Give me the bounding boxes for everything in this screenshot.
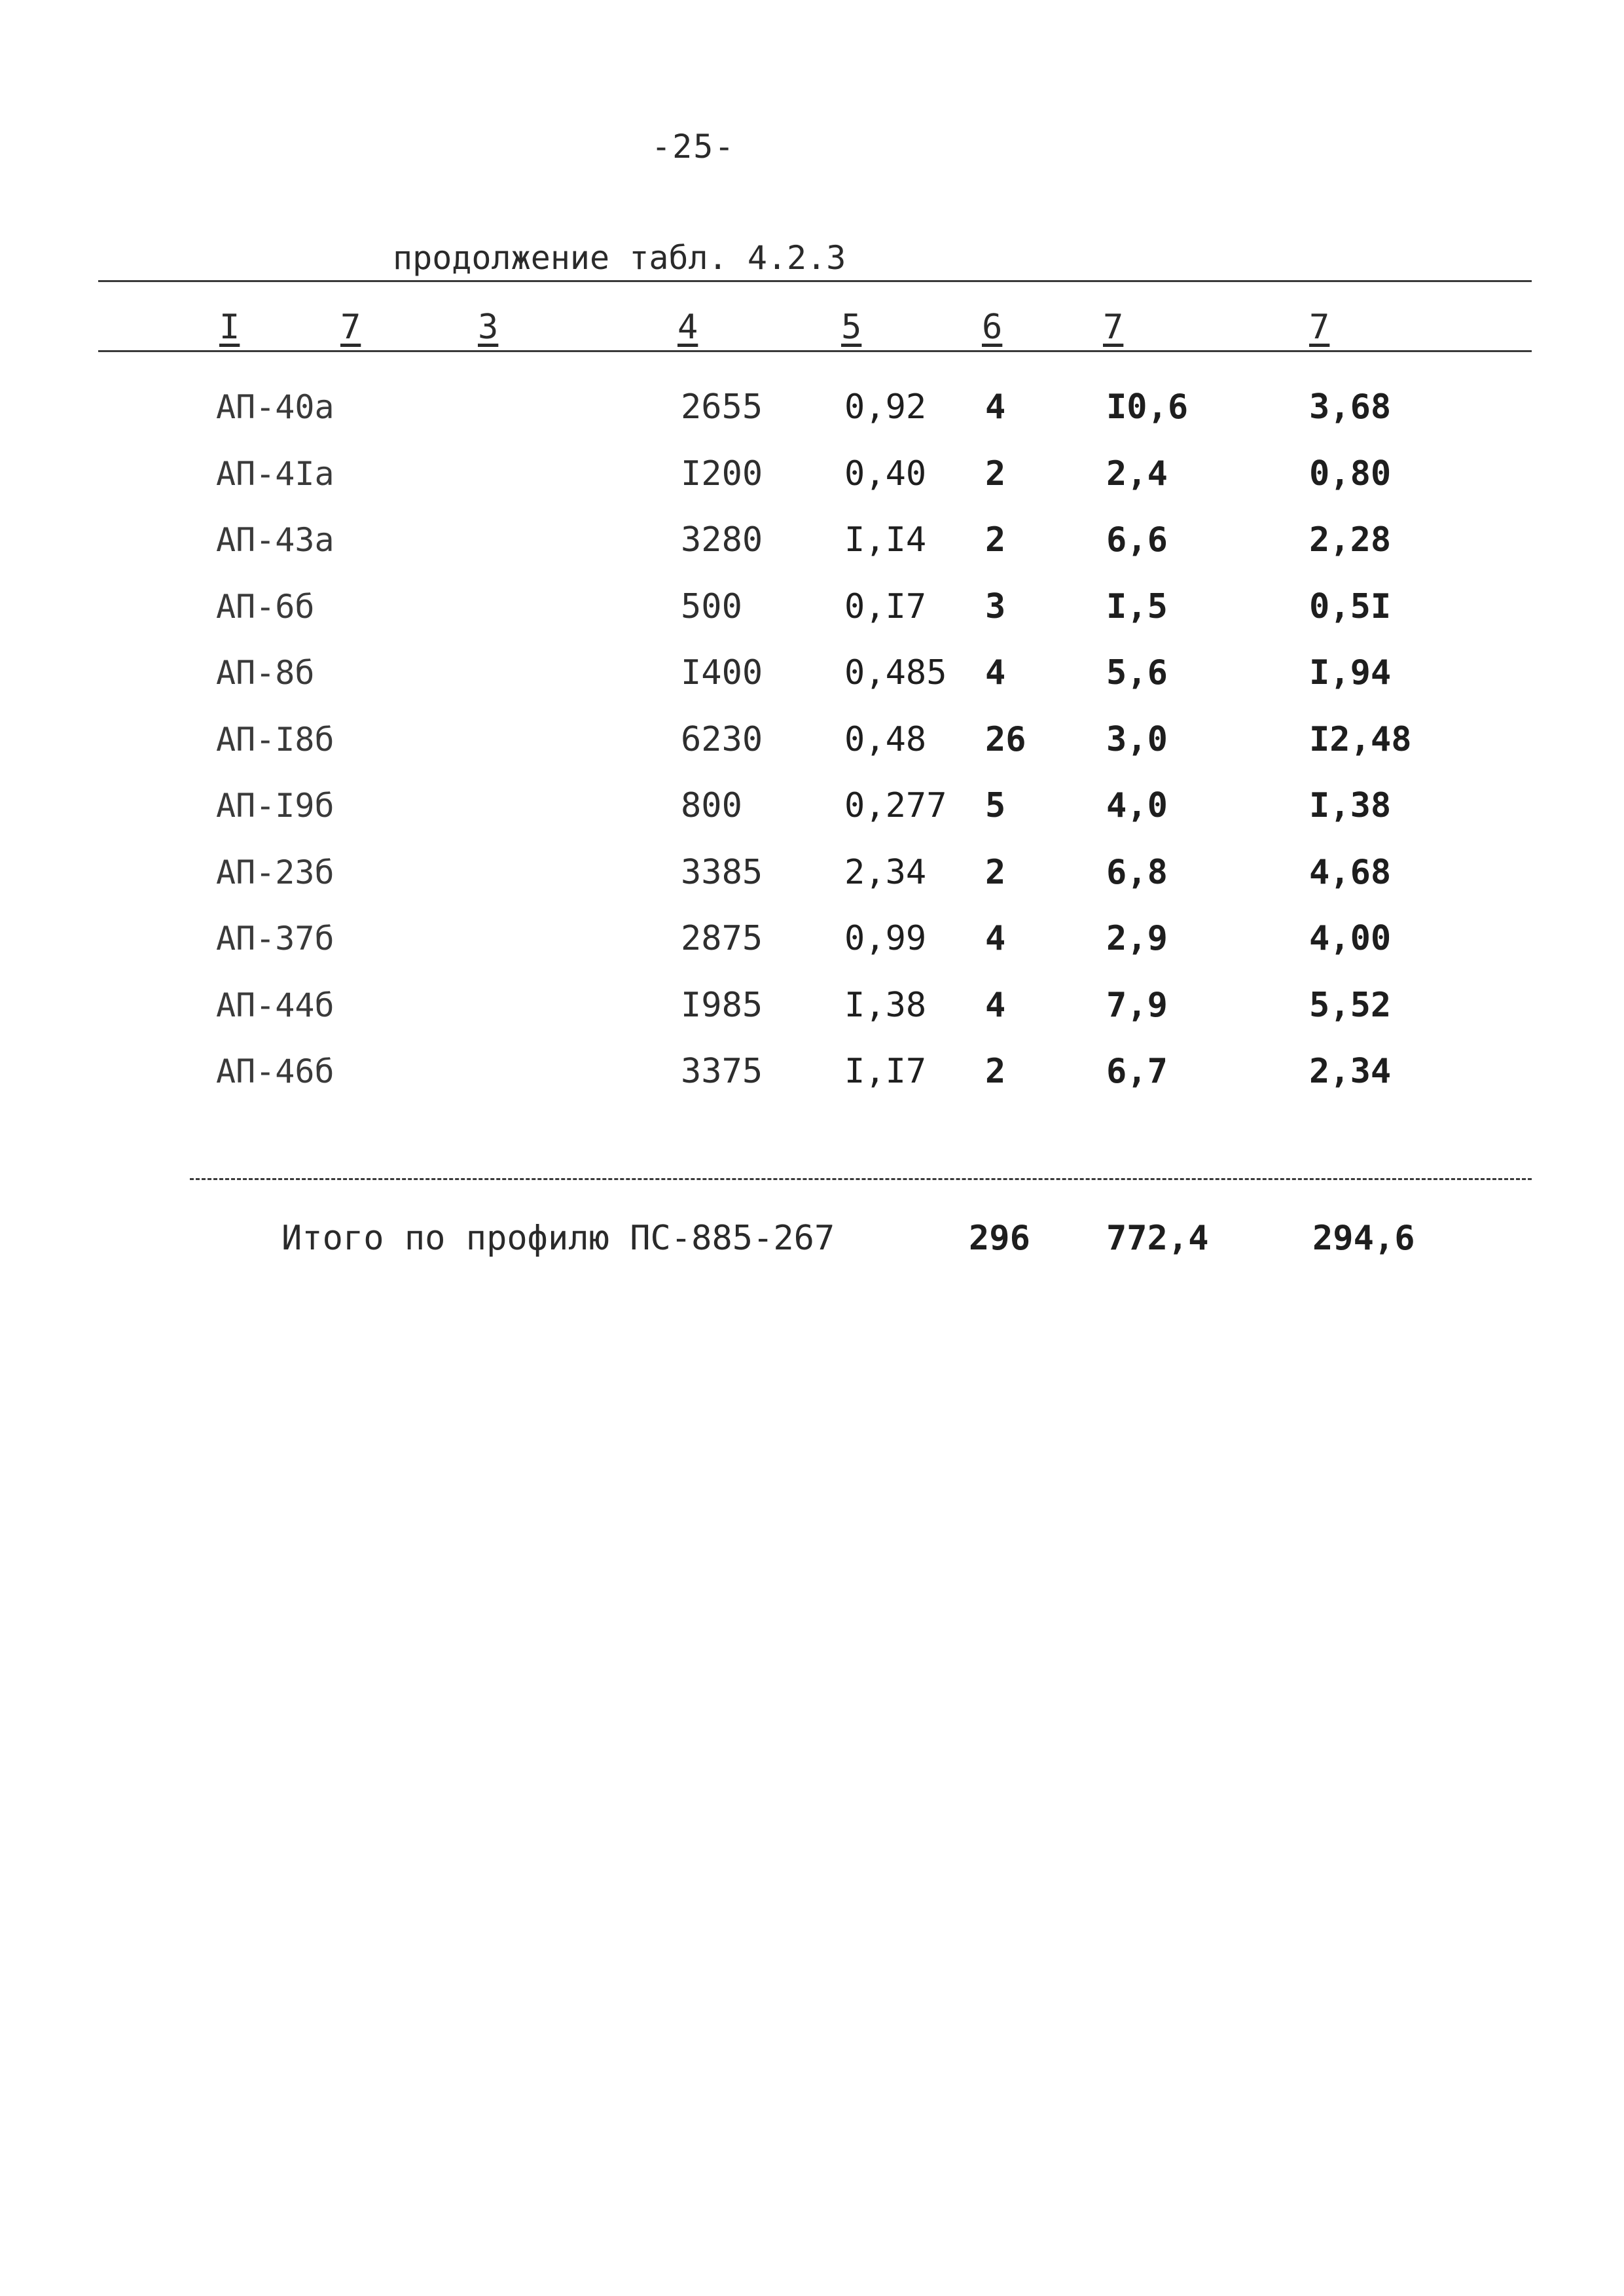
cell-col-5: 0,277	[844, 786, 947, 825]
cell-col-6: 5	[985, 786, 1006, 825]
column-header: 7	[1103, 308, 1124, 347]
page-number: -25-	[651, 128, 736, 166]
cell-col-4: 500	[681, 587, 742, 626]
column-header: 4	[677, 308, 698, 347]
cell-col-5: 0,40	[844, 454, 927, 493]
cell-col-6: 3	[985, 587, 1006, 626]
column-header: I	[219, 308, 240, 347]
cell-col-5: I,I7	[844, 1052, 927, 1091]
cell-col-5: 0,I7	[844, 587, 927, 626]
cell-col-6: 4	[985, 653, 1006, 692]
cell-col-8: 4,68	[1309, 853, 1392, 892]
cell-col-8: 5,52	[1309, 986, 1392, 1025]
column-header: 3	[478, 308, 499, 347]
cell-col-7: 2,4	[1106, 454, 1168, 493]
cell-col-7: 7,9	[1106, 986, 1168, 1025]
cell-col-7: 6,6	[1106, 520, 1168, 560]
row-label: АП-I8б	[216, 721, 334, 759]
column-header: 5	[841, 308, 862, 347]
cell-col-8: 2,34	[1309, 1052, 1392, 1091]
cell-col-6: 26	[985, 720, 1026, 759]
cell-col-6: 2	[985, 454, 1006, 493]
row-label: АП-I9б	[216, 787, 334, 825]
cell-col-8: 3,68	[1309, 387, 1392, 427]
cell-col-5: I,I4	[844, 520, 927, 560]
row-label: АП-40а	[216, 388, 334, 426]
row-label: АП-43а	[216, 521, 334, 559]
cell-col-4: I200	[681, 454, 763, 493]
cell-col-4: 3375	[681, 1052, 763, 1091]
cell-col-5: 0,99	[844, 919, 927, 958]
cell-col-8: I,94	[1309, 653, 1392, 692]
row-label: АП-4Iа	[216, 455, 334, 493]
cell-col-4: 3385	[681, 853, 763, 892]
cell-col-4: 2875	[681, 919, 763, 958]
cell-col-6: 2	[985, 853, 1006, 892]
table-bottom-rule	[190, 1178, 1532, 1180]
row-label: АП-37б	[216, 920, 334, 958]
cell-col-7: I,5	[1106, 587, 1168, 626]
cell-col-8: I2,48	[1309, 720, 1412, 759]
cell-col-8: 0,80	[1309, 454, 1392, 493]
total-value: 296	[969, 1219, 1030, 1258]
cell-col-7: 5,6	[1106, 653, 1168, 692]
cell-col-7: 3,0	[1106, 720, 1168, 759]
cell-col-4: 3280	[681, 520, 763, 560]
cell-col-8: I,38	[1309, 786, 1392, 825]
cell-col-7: I0,6	[1106, 387, 1189, 427]
column-header: 7	[1309, 308, 1330, 347]
cell-col-6: 4	[985, 387, 1006, 427]
header-bottom-rule	[98, 350, 1532, 352]
cell-col-4: 2655	[681, 387, 763, 427]
table-top-rule	[98, 280, 1532, 282]
cell-col-7: 4,0	[1106, 786, 1168, 825]
row-label: АП-44б	[216, 986, 334, 1024]
cell-col-7: 6,8	[1106, 853, 1168, 892]
cell-col-8: 2,28	[1309, 520, 1392, 560]
column-header: 6	[982, 308, 1003, 347]
row-label: АП-46б	[216, 1052, 334, 1090]
column-header: 7	[340, 308, 361, 347]
cell-col-4: I985	[681, 986, 763, 1025]
cell-col-7: 6,7	[1106, 1052, 1168, 1091]
row-label: АП-6б	[216, 588, 315, 626]
table-caption: продолжение табл. 4.2.3	[393, 239, 846, 277]
cell-col-4: 800	[681, 786, 742, 825]
cell-col-5: I,38	[844, 986, 927, 1025]
cell-col-5: 2,34	[844, 853, 927, 892]
cell-col-4: I400	[681, 653, 763, 692]
cell-col-6: 4	[985, 986, 1006, 1025]
cell-col-7: 2,9	[1106, 919, 1168, 958]
total-label: Итого по профилю ПС-885-267	[281, 1219, 835, 1258]
cell-col-6: 2	[985, 520, 1006, 560]
row-label: АП-8б	[216, 654, 315, 692]
row-label: АП-23б	[216, 853, 334, 891]
cell-col-5: 0,92	[844, 387, 927, 427]
total-value: 772,4	[1106, 1219, 1209, 1258]
cell-col-6: 4	[985, 919, 1006, 958]
total-value: 294,6	[1312, 1219, 1415, 1258]
cell-col-8: 4,00	[1309, 919, 1392, 958]
cell-col-5: 0,48	[844, 720, 927, 759]
cell-col-5: 0,485	[844, 653, 947, 692]
cell-col-6: 2	[985, 1052, 1006, 1091]
cell-col-4: 6230	[681, 720, 763, 759]
cell-col-8: 0,5I	[1309, 587, 1392, 626]
